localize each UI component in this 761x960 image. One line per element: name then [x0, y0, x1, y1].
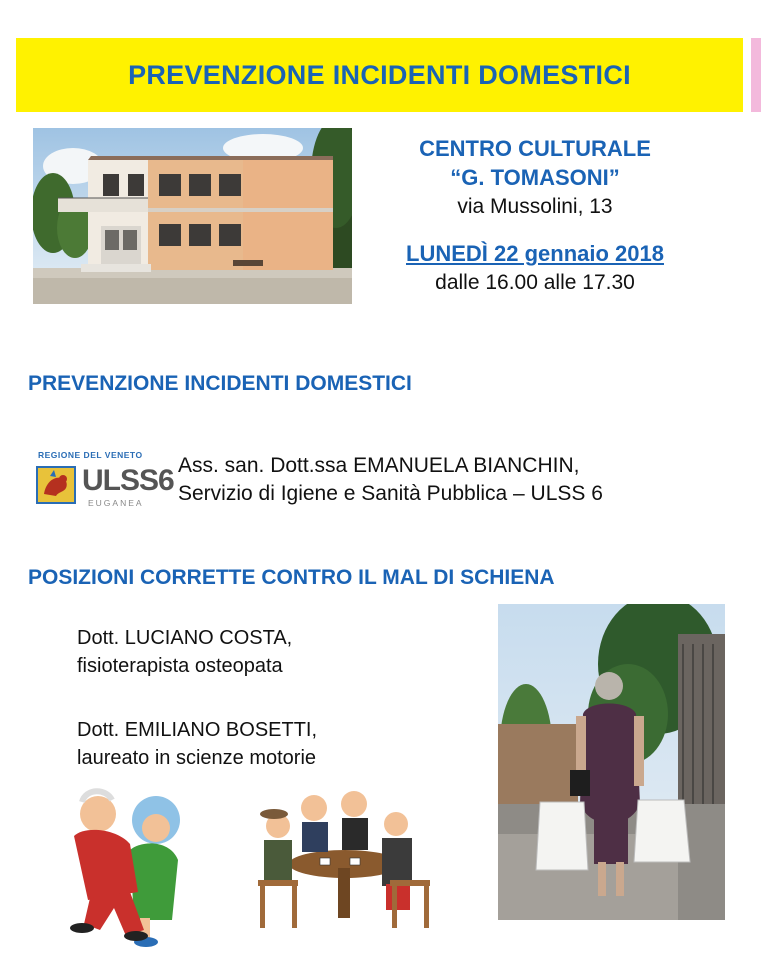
lion-emblem-icon: [36, 466, 76, 504]
event-date: LUNEDÌ 22 gennaio 2018: [406, 241, 664, 266]
event-time: dalle 16.00 alle 17.30: [435, 271, 635, 294]
venue-name-line2: “G. TOMASONI”: [450, 165, 620, 190]
ulss6-logo: [36, 450, 174, 514]
section-title-back-pain: POSIZIONI CORRETTE CONTRO IL MAL DI SCHIENA: [28, 566, 555, 589]
venue-address: via Mussolini, 13: [457, 195, 613, 218]
doctor-1-role: fisioterapista osteopata: [77, 655, 283, 677]
logo-name-text: ULSS6: [82, 464, 174, 497]
venue-name-line1: CENTRO CULTURALE: [419, 136, 651, 161]
decorative-edge: [751, 38, 761, 112]
building-photo: [33, 128, 352, 304]
banner-title: PREVENZIONE INCIDENTI DOMESTICI: [128, 59, 631, 90]
walking-woman-photo: [498, 604, 725, 920]
logo-region-text: REGIONE DEL VENETO: [38, 450, 143, 460]
doctor-2-role: laureato in scienze motorie: [77, 747, 317, 769]
speaker-name: Ass. san. Dott.ssa EMANUELA BIANCHIN,: [178, 454, 580, 477]
doctor-1-name: Dott. LUCIANO COSTA,: [77, 627, 293, 649]
section-title-home-accidents: PREVENZIONE INCIDENTI DOMESTICI: [28, 372, 412, 395]
speaker-affiliation: Servizio di Igiene e Sanità Pubblica – ULSS 6: [178, 482, 603, 505]
card-players-illustration: [250, 780, 440, 940]
dancing-couple-illustration: [60, 780, 200, 950]
venue-info: [380, 134, 690, 298]
doctor-2-name: Dott. EMILIANO BOSETTI,: [77, 719, 318, 741]
title-banner: [16, 38, 743, 112]
logo-sub-text: EUGANEA: [88, 498, 144, 508]
